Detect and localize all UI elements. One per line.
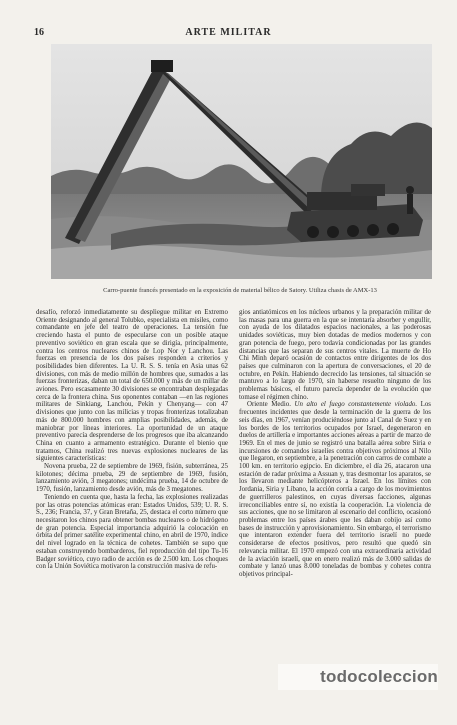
watermark-text: todocoleccion [320,667,438,686]
paragraph: Teniendo en cuenta que, hasta la fecha, las explosiones realizadas por las otras potencias atómicas eran: Estados Unidos, 539; U. R. S. S., 236; Francia, 37, y Gran Bretaña, 25, destaca el corto número que necesitaron los chinos para obtener bombas nucleares o de hidrógeno de gran potencia. Especial importancia adquirió la colocación en órbita del primer satélite experimental chino, en abril de 1970, índice del nivel logrado en la técnica de cohetes. También se supo que estaban construyendo bombarderos, fiel reproducción del tipo Tu-16 Badger soviético, cuyo radio de acción es de 2.500 km. Los choques con la Unión Soviética motivaron la construcción masiva de refu- [36,493,228,571]
section-text: Los frecuentes incidentes que desde la terminación de la guerra de los seis días, en 1967, venían produciéndose junto al Canal de Suez y en los bordes de los territorios ocupados por Israel, degeneraron en duelos de artillería e importantes acciones aéreas a partir de marzo de 1969. En el mes de junio se registró una batalla aérea sobre Siria e incursiones de comandos israelíes contra objetivos próximos al Nilo que llegaron, en septiembre, a la penetración con carros de combate a 100 km. en territorio egipcio. En diciembre, el día 26, atacaron una estación de radar próxima a Assuan y, tras desmontar los aparatos, se los llevaron mediante helicópteros a Israel. En los límites con Jordania, Siria y Líbano, la acción corría a cargo de los movimientos de guerrilleros palestinos, en cuyas diversas facciones, algunas irreconciliables entre sí, no existía la cooperación. La violencia de sus acciones, que no se limitaron al escenario del conflicto, ocasionó problemas entre los países árabes que les daban cobijo así como bases de instrucción y aprovisionamiento. Sin embargo, el terrorismo que intentaron extender fuera del territorio israelí no puede considerarse de efectos positivos, pero resultó que quedó sin relevancia militar. El 1970 empezó con una extraordinaria actividad de la aviación israelí, que en enero realizó más de 3.000 salidas de combate y lanzó unas 8.000 toneladas de bombas y cohetes contra objetivos principal- [239,401,431,578]
article-body [36,309,431,711]
section-subtitle: Un alto el fuego constantemente violado. [294,401,418,409]
bridge-tank-photo [51,44,432,279]
running-title: ARTE MILITAR [185,27,272,38]
section-paragraph [239,401,431,578]
paragraph: Novena prueba, 22 de septiembre de 1969, fisión, subterránea, 25 kilotones; décima prueba, 29 de septiembre de 1969, fusión, lanzamiento avión, 3 megatones; undécima prueba, 14 de octubre de 1970, fusión, lanzamiento desde avión, más de 3 megatones. [36,463,228,494]
paragraph: gios antiatómicos en los núcleos urbanos y la preparación militar de las masas para una guerra en la que se intentaría absorber y engullir, con ayuda de los dilatados espacios nacionales, a las poderosas unidades soviéticas, muy bien dotadas de medios modernos y con gran potencia de fuego, pero todavía condicionadas por las grandes distancias que las separan de sus centros vitales. La muerte de Ho Chi Minh deparó ocasión de contactos entre dirigentes de los dos países que culminaron con la apertura de conversaciones, el 20 de octubre, en Pekín. Habiendo decrecido las tensiones, tal situación se mantuvo a lo largo de 1970, sin haberse resuelto ninguno de los problemas básicos, el futuro parecía depender de la evolución que tomase el régimen chino. [239,309,431,401]
right-column [239,309,431,711]
paragraph: desafío, reforzó inmediatamente su despliegue militar en Extremo Oriente designando al general Tolubko, especialista en misiles, como comandante en jefe del teatro de operaciones. La tensión fue creciendo hasta el punto de especularse con un posible ataque preventivo soviético en gran escala que se dirigía, principalmente, contra los centros nucleares chinos de Lop Nor y Lanchou. Las fuerzas en presencia de los dos países responden a criterios y posibilidades bien diferentes. La U. R. S. S. tenía en Asia unas 62 divisiones, con más de medio millón de hombres que, sumados a las fuerzas fronterizas, daban un total de 650.000 y más de un millar de aviones. Pero escasamente 30 divisiones se encontraban desplegadas cerca de la frontera china. Sus oponentes contaban —en las regiones militares de Sinkiang, Lanchou, Pekín y Chenyang— con 47 divisiones que junto con las milicias y tropas fronterizas totalizaban más de 800.000 hombres con amplias posibilidades, además, de maniobrar por líneas interiores. La oportunidad de un ataque preventivo parecía desprenderse de los progresos que iba alcanzando China en cuanto a armamento estratégico. Durante el bienio que tratamos, China realizó tres nuevas explosiones nucleares de las siguientes características: [36,309,228,463]
figure-caption: Carro-puente francés presentado en la exposición de material bélico de Satory. Utiliza chasis de AMX-13 [103,287,377,294]
section-lead: Oriente Medio. [247,401,291,409]
page-number: 16 [34,27,44,38]
left-column [36,309,228,711]
watermark-logo [278,664,438,690]
